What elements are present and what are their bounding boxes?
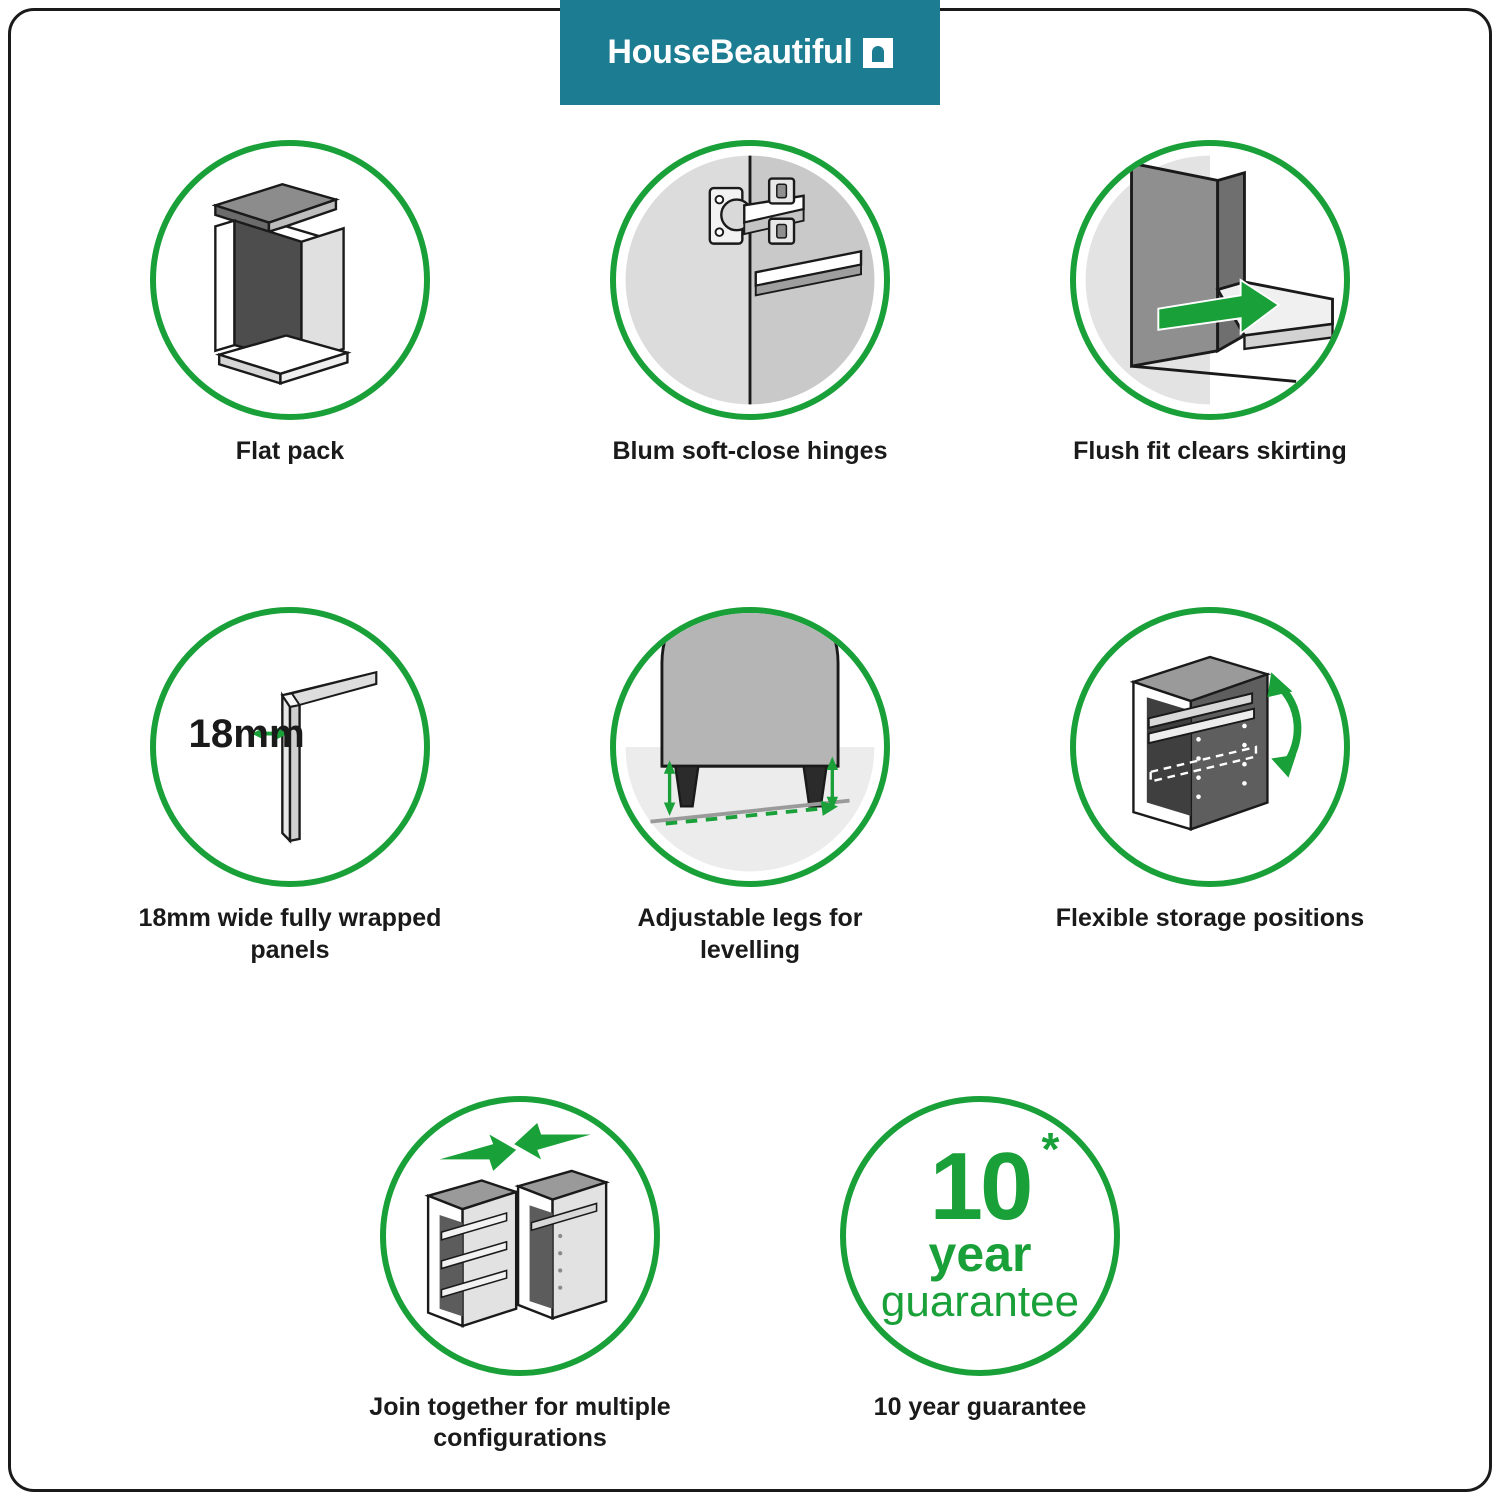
asterisk-mark: * [1041,1122,1057,1175]
guarantee-word: guarantee [880,1277,1080,1327]
feature-row-1 [60,140,1440,467]
feature-wrapped-panels [60,607,520,966]
feature-join-together [290,1096,750,1455]
flush-fit-arrow-icon [1070,140,1350,420]
brand-name: HouseBeautiful [607,33,853,71]
panel-thickness-icon [150,607,430,887]
feature-caption: 10 year guarantee [873,1392,1087,1421]
feature-row-3 [60,1096,1440,1455]
feature-caption: Blum soft-close hinges [612,437,888,465]
feature-flush-fit [980,140,1440,467]
guarantee-number [929,1122,1057,1240]
cabinet-hinge-icon [610,140,890,420]
feature-grid [60,140,1440,1454]
feature-caption: Flat pack [235,437,345,465]
feature-flat-pack [60,140,520,467]
feature-flexible-storage [980,607,1440,966]
flexible-shelf-icon [1070,607,1350,887]
feature-caption: Flush fit clears skirting [1073,437,1347,465]
brand-logo [607,33,892,72]
row-spacer [60,467,1440,607]
feature-guarantee [750,1096,1210,1455]
feature-blum-hinges [520,140,980,467]
feature-row-2 [60,607,1440,966]
svg-text:18mm: 18mm [188,711,305,757]
feature-adjustable-legs [520,607,980,966]
guarantee-number-text: 10 [929,1132,1031,1240]
feature-caption: 18mm wide fully wrapped panels [138,904,442,964]
adjustable-legs-icon [610,607,890,887]
guarantee-year-word: year [928,1226,1032,1283]
feature-caption: Flexible storage positions [1055,904,1365,933]
join-units-icon [380,1096,660,1376]
row-spacer [60,966,1440,1096]
house-icon [863,38,893,68]
brand-tab [560,0,940,105]
feature-caption: Adjustable legs for levelling [637,904,863,964]
wardrobe-flat-pack-icon [150,140,430,420]
guarantee-badge [840,1096,1120,1376]
feature-caption: Join together for multiple configurations [369,1392,671,1452]
